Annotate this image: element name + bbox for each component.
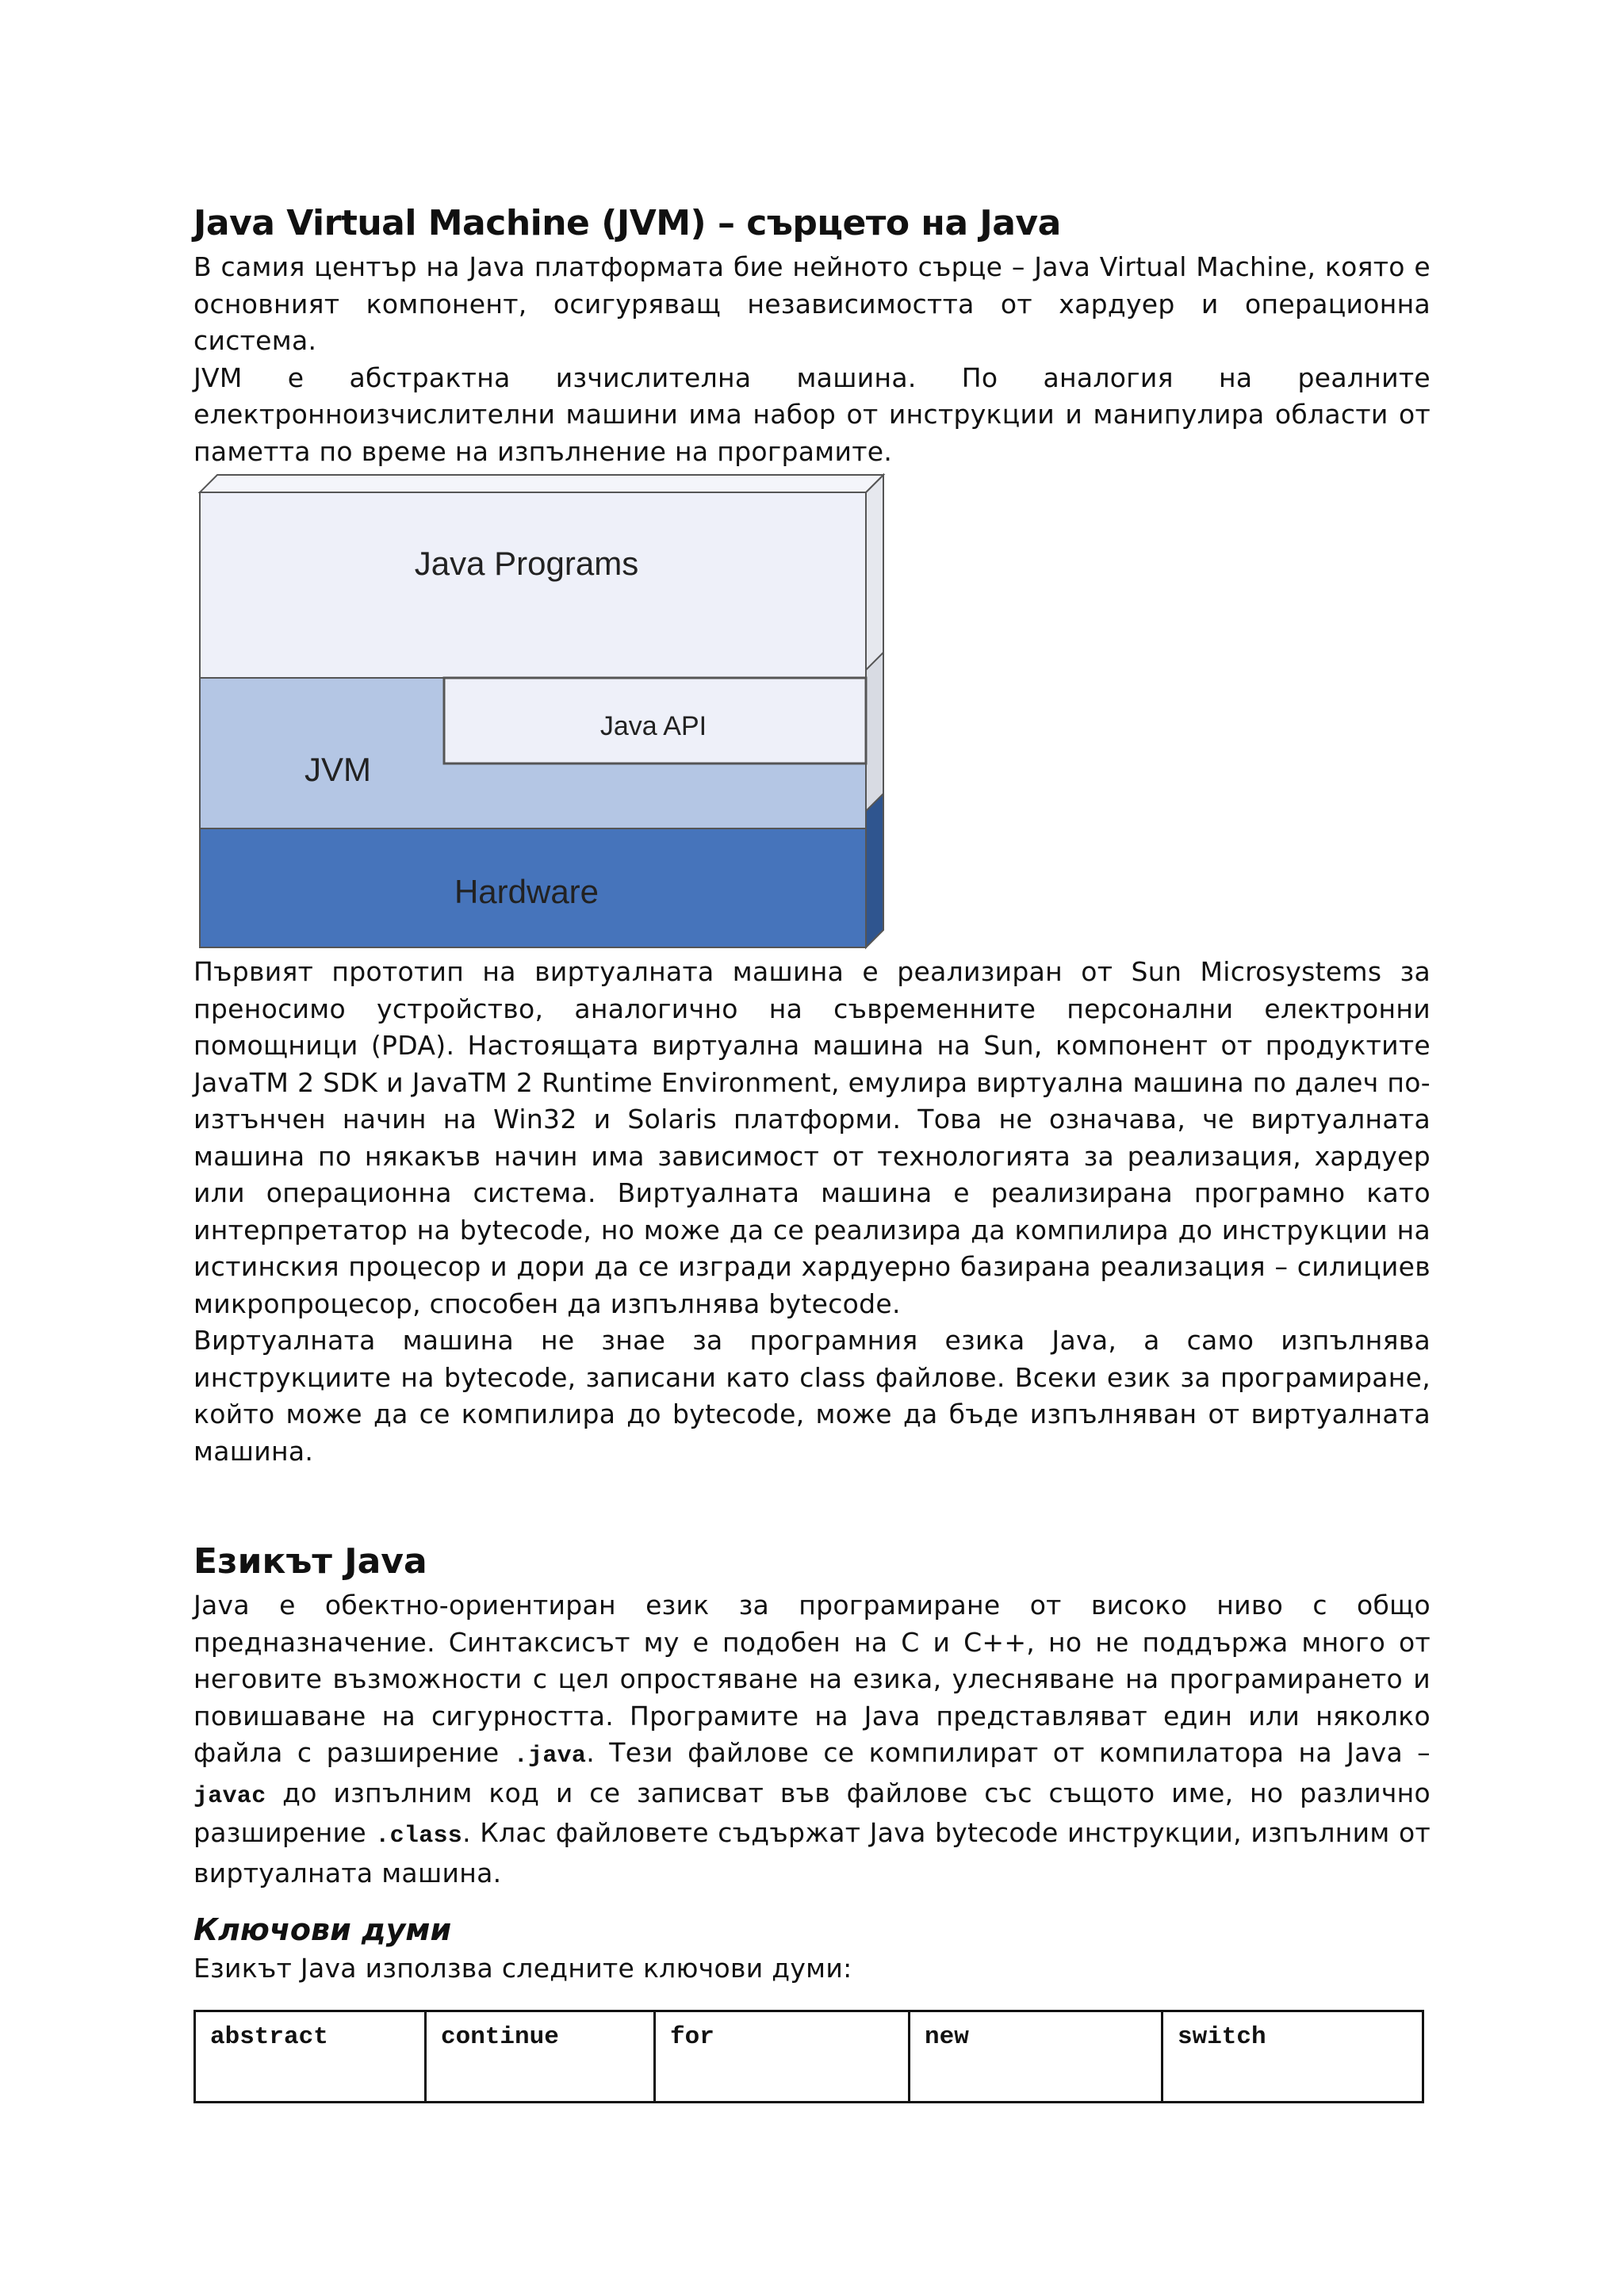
jvm-bytecode-paragraph: Виртуалната машина не знае за програмния езика Java, а само изпълнява инструкциите на bytecode, записани като class файлове. Всеки език за програмиране, който може да се компилира до bytecode, може да бъде изпълняван от виртуалната машина. — [193, 1325, 1431, 1467]
table-row — [195, 2011, 1423, 2102]
keyword-cell: new — [910, 2011, 1162, 2102]
document-page — [193, 198, 1431, 2103]
java-api-label: Java API — [599, 711, 707, 741]
java-extension: .java — [513, 1743, 587, 1770]
java-programs-label: Java Programs — [414, 545, 639, 582]
jvm-abstract-paragraph: JVM е абстрактна изчислителна машина. По аналогия на реалните електронноизчислителни машини има набор от инструкции и манипулира области от паметта по време на изпълнение на програмите. — [193, 362, 1431, 467]
text-run: до изпълним код и се записват във файлове със същото име, но различно разширение — [193, 1777, 1431, 1848]
jvm-history-paragraph: Първият прототип на виртуалната машина е реализиран от Sun Microsystems за преносимо устройство, аналогично на съвременните персонални електронни помощници (PDA). Настоящата виртуална машина на Sun, компонент от продуктите JavaTM 2 SDK и JavaTM 2 Runtime Environment, емулира виртуална машина по далеч по-изтънчен начин на Win32 и Solaris платформи. Това не означава, че виртуалната машина по някакъв начин има зависимост от технологията за реализация, хардуер или операционна система. Виртуалната машина е реализирана програмно като интерпретатор на bytecode, но може да се реализира да компилира до инструкции на истинския процесор и дори да се изгради хардуерно базирана реализация – силициев микропроцесор, способен да изпълнява bytecode. — [193, 956, 1431, 1319]
keyword-cell: abstract — [195, 2011, 426, 2102]
class-extension: .class — [375, 1823, 463, 1850]
keyword-cell: for — [655, 2011, 910, 2102]
java-language-heading: Езикът Java — [193, 1541, 427, 1582]
keyword-cell: switch — [1162, 2011, 1423, 2102]
jvm-heading: Java Virtual Machine (JVM) – сърцето на Java — [193, 203, 1061, 243]
javac-command: javac — [193, 1782, 266, 1810]
jvm-intro-paragraph: В самия център на Java платформата бие нейното сърце – Java Virtual Machine, която е основният компонент, осигуряващ независимостта от хардуер и операционна система. — [193, 251, 1431, 356]
java-programs-layer — [200, 492, 866, 678]
keywords-heading: Ключови думи — [193, 1912, 452, 1947]
keyword-cell: continue — [426, 2011, 655, 2102]
text-run: Java е обектно-ориентиран език за програмиране от високо ниво с общо предназначение. Синтаксисът му е подобен на C и C++, но не поддържа много от неговите възможности с цел опростяване на езика, улесняване на програмирането и повишаване на сигурността. Програмите на Java представляват един или няколко файла с разширение — [193, 1590, 1431, 1768]
keywords-intro: Езикът Java използва следните ключови думи: — [193, 1953, 852, 1984]
keywords-table — [193, 2010, 1424, 2103]
jvm-label: JVM — [304, 751, 371, 788]
diagram-top-face — [200, 475, 883, 492]
java-language-paragraph — [193, 1587, 1431, 1892]
hardware-label: Hardware — [454, 873, 599, 910]
text-run: . Тези файлове се компилират от компилатора на Java – — [586, 1737, 1431, 1768]
text-run: . Клас файловете съдържат Java bytecode инструкции, изпълним от виртуалната машина. — [193, 1817, 1431, 1888]
jvm-architecture-diagram — [193, 470, 891, 954]
